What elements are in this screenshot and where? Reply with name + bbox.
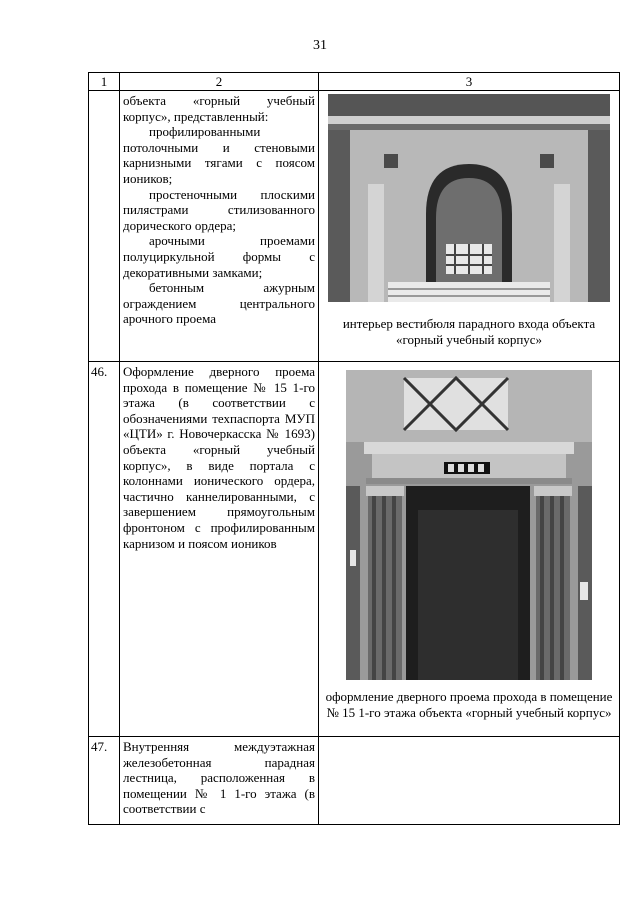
illustration-caption: оформление дверного проема прохода в помещение № 15 1-го этажа объекта «горный учебный корпус» [325, 689, 613, 720]
description-paragraph: простеночными плоскими пилястрами стилизованного дорического ордера; [123, 186, 315, 233]
column-header-1: 1 [89, 73, 120, 91]
row-number [89, 91, 120, 362]
description-paragraph: объекта «горный учебный корпус», представленный: [123, 93, 315, 124]
vestibule-photo [328, 94, 610, 302]
table-row [89, 737, 620, 825]
doorway-photo [346, 370, 592, 680]
row-illustration [319, 737, 620, 825]
document-table [88, 72, 620, 825]
page-number: 31 [313, 38, 327, 53]
description-paragraph: бетонным ажурным ограждением центрального арочного проема [123, 280, 315, 327]
row-illustration [319, 91, 620, 362]
description-paragraph: Внутренняя междуэтажная железобетонная парадная лестница, расположенная в помещении № 1 1-го этажа (в соответствии с [123, 739, 315, 817]
table-header-row [89, 73, 620, 91]
row-description [120, 737, 319, 825]
row-illustration [319, 362, 620, 737]
illustration-caption: интерьер вестибюля парадного входа объекта «горный учебный корпус» [342, 316, 596, 347]
row-number: 47. [89, 737, 120, 825]
table-row [89, 362, 620, 737]
row-number: 46. [89, 362, 120, 737]
description-paragraph: профилированными потолочными и стеновыми карнизными тягами с поясом иоников; [123, 124, 315, 186]
description-paragraph: арочными проемами полуциркульной формы с декоративными замками; [123, 233, 315, 280]
table-row [89, 91, 620, 362]
column-header-3: 3 [319, 73, 620, 91]
row-description [120, 91, 319, 362]
description-paragraph: Оформление дверного проема прохода в помещение № 15 1-го этажа (в соответствии с обозначениями техпаспорта МУП «ЦТИ» г. Новочеркасска № 1693) объекта «горный учебный корпус», в виде портала с колоннами ионического ордера, частично каннелированными, с завершением прямоугольным фронтоном с профилированным карнизом и поясом иоников [123, 364, 315, 551]
column-header-2: 2 [120, 73, 319, 91]
row-description [120, 362, 319, 737]
